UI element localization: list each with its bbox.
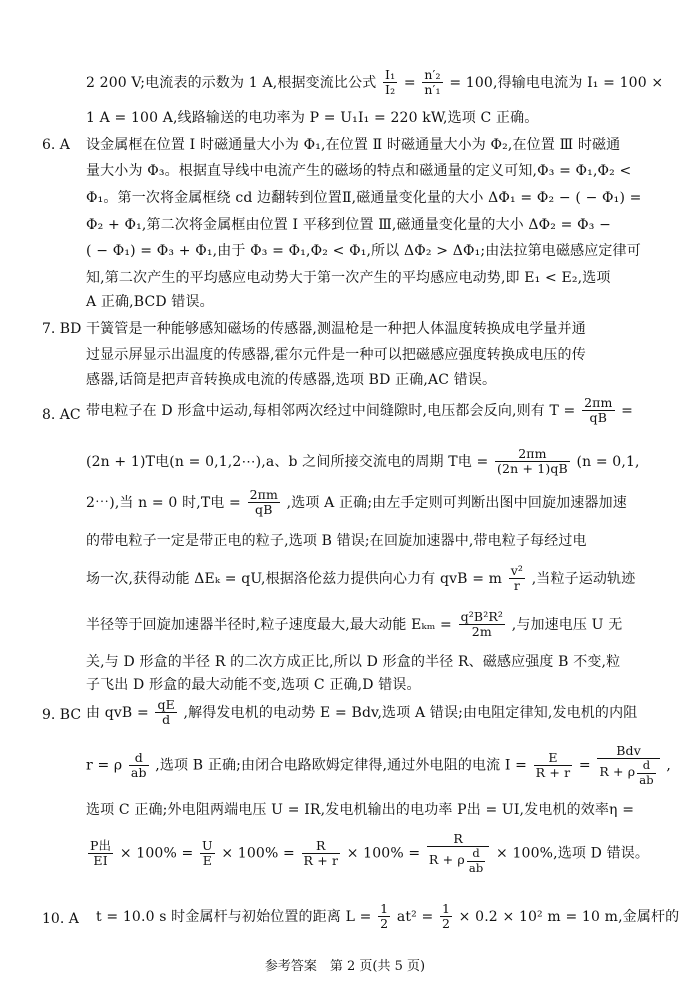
fraction: $\frac{1}{2}$	[380, 901, 389, 932]
q8-number: 8. AC	[42, 407, 81, 423]
q8-line-6: 半径等于回旋加速器半径时,粒子速度最大,最大动能 Eₖₘ = $\frac{\text{q²B²R²}}{2m}$ ,与加速电压 U 无	[86, 609, 623, 640]
q6-line-1: 设金属框在位置 Ⅰ 时磁通量大小为 Φ₁,在位置 Ⅱ 时磁通量大小为 Φ₂,在位置 Ⅲ 时磁通	[86, 137, 621, 153]
q6-line-6: 知,第二次产生的平均感应电动势大于第一次产生的平均感应电动势,即 E₁ < E₂,选项	[86, 270, 611, 286]
q7-line-1: 干簧管是一种能够感知磁场的传感器,测温枪是一种把人体温度转换成电学量并通	[86, 321, 586, 337]
fraction: $\frac{2\pi m}{(2n + 1)qB}$	[497, 446, 568, 477]
fraction: $\frac{2\pi m}{qB}$	[584, 395, 613, 426]
fraction: $\frac{R}{R + r}$	[303, 837, 339, 868]
fraction: $\frac{\text{P出}}{EI}$	[90, 837, 112, 868]
fraction: $\frac{qE}{d}$	[157, 697, 175, 728]
fraction: $\frac{d}{ab}$	[639, 758, 654, 787]
fraction: $\frac{\text{I₁}}{\text{I₂}}$	[384, 67, 396, 98]
q6-line-2: 量大小为 Φ₃。根据直导线中电流产生的磁场的特点和磁通量的定义可知,Φ₃ = Φ₁,Φ₂ <	[86, 163, 632, 179]
fraction: $\frac{1}{2}$	[441, 901, 451, 932]
fraction: Bdv R + ρ $\frac{d}{ab}$	[597, 744, 659, 787]
q9-number: 9. BC	[42, 707, 82, 723]
q6-line-5: ( − Φ₁) = Φ₃ + Φ₁,由于 Φ₃ = Φ₁,Φ₂ < Φ₁,所以 ΔΦ₂ > ΔΦ₁;由法拉第电磁感应定律可	[86, 243, 641, 259]
q8-line-4: 的带电粒子一定是带正电的粒子,选项 B 错误;在回旋加速器中,带电粒子每经过电	[86, 533, 587, 549]
q10-number: 10. A	[42, 911, 79, 927]
fraction: $\frac{E}{R + r}$	[535, 749, 571, 780]
fraction: $\frac{2\pi m}{qB}$	[249, 487, 279, 518]
q5-line-2: 1 A = 100 A,线路输送的电功率为 P = U₁I₁ = 220 kW,选项 C 正确。	[86, 110, 539, 126]
q6-line-4: Φ₂ + Φ₁,第二次将金属框由位置 Ⅰ 平移到位置 Ⅲ,磁通量变化量的大小 ΔΦ₂ = Φ₃ −	[86, 217, 611, 233]
q8-line-8: 子飞出 D 形盒的最大动能不变,选项 C 正确,D 错误。	[86, 677, 421, 693]
q9-line-2: r = ρ $\frac{d}{ab}$ ,选项 B 正确;由闭合电路欧姆定律得,通过外电阻的电流 I = $\frac{E}{R + r}$ = Bdv R + ρ $\frac{d}{ab}$ ,	[86, 743, 672, 787]
fraction: $\frac{\text{n′₂}}{\text{n′₁}}$	[424, 67, 441, 98]
q7-number: 7. BD	[42, 321, 82, 337]
q6-line-3: Φ₁。第一次将金属框绕 cd 边翻转到位置Ⅱ,磁通量变化量的大小 ΔΦ₁ = Φ₂ − ( − Φ₁) =	[86, 190, 642, 206]
fraction: $\frac{\text{q²B²R²}}{2m}$	[460, 609, 504, 640]
q7-line-2: 过显示屏显示出温度的传感器,霍尔元件是一种可以把磁感应强度转换成电压的传	[86, 347, 586, 363]
q5-line-1: 2 200 V;电流表的示数为 1 A,根据变流比公式 $\frac{\text{I₁}}{\text{I₂}}$ = $\frac{\text{n′₂}}{\text{n′₁}}$ = 100,得输电电流为 I₁ = 100 ×	[86, 67, 664, 98]
q8-line-5: 场一次,获得动能 ΔEₖ = qU,根据洛伦兹力提供向心力有 qvB = m $\frac{\text{v²}}{r}$ ,当粒子运动轨迹	[86, 563, 636, 594]
fraction: $\frac{U}{E}$	[202, 837, 213, 868]
q9-line-3: 选项 C 正确;外电阻两端电压 U = IR,发电机输出的电功率 P出 = UI,发电机的效率η =	[86, 802, 635, 818]
fraction: $\frac{\text{v²}}{r}$	[510, 563, 524, 594]
fraction: $\frac{d}{ab}$	[130, 749, 147, 780]
q6-number: 6. A	[42, 137, 70, 153]
q8-line-3: 2⋯),当 n = 0 时,T电 = $\frac{2\pi m}{qB}$ ,选项 A 正确;由左手定则可判断出图中回旋加速器加速	[86, 487, 627, 518]
q6-line-7: A 正确,BCD 错误。	[86, 294, 214, 310]
q10-line-1: t = 10.0 s 时金属杆与初始位置的距离 L = $\frac{1}{2}$ at² = $\frac{1}{2}$ × 0.2 × 10² m = 10 m,金属杆的	[96, 901, 680, 932]
q9-line-1: 由 qvB = $\frac{qE}{d}$ ,解得发电机的电动势 E = Bdv,选项 A 错误;由电阻定律知,发电机的内阻	[86, 697, 638, 728]
page-footer: 参考答案 第 2 页(共 5 页)	[264, 959, 426, 974]
q8-line-1: 带电粒子在 D 形盒中运动,每相邻两次经过中间缝隙时,电压都会反向,则有 T = $\frac{2\pi m}{qB}$ =	[86, 395, 634, 426]
q8-line-2: (2n + 1)T电(n = 0,1,2⋯),a、b 之间所接交流电的周期 T电 = $\frac{2\pi m}{(2n + 1)qB}$ (n = 0,1,	[86, 446, 640, 477]
q9-line-4: $\frac{\text{P出}}{EI}$ × 100% = $\frac{U}{E}$ × 100% = $\frac{R}{R + r}$ × 100% = R R + ρ $\frac{d}{ab}$ × 100%,选项 D 错误。	[90, 831, 650, 875]
fraction: $\frac{d}{ab}$	[468, 846, 484, 875]
fraction: R R + ρ $\frac{d}{ab}$	[427, 832, 489, 875]
q7-line-3: 感器,话筒是把声音转换成电流的传感器,选项 BD 正确,AC 错误。	[86, 372, 497, 388]
q8-line-7: 关,与 D 形盒的半径 R 的二次方成正比,所以 D 形盒的半径 R、磁感应强度 B 不变,粒	[86, 654, 621, 670]
